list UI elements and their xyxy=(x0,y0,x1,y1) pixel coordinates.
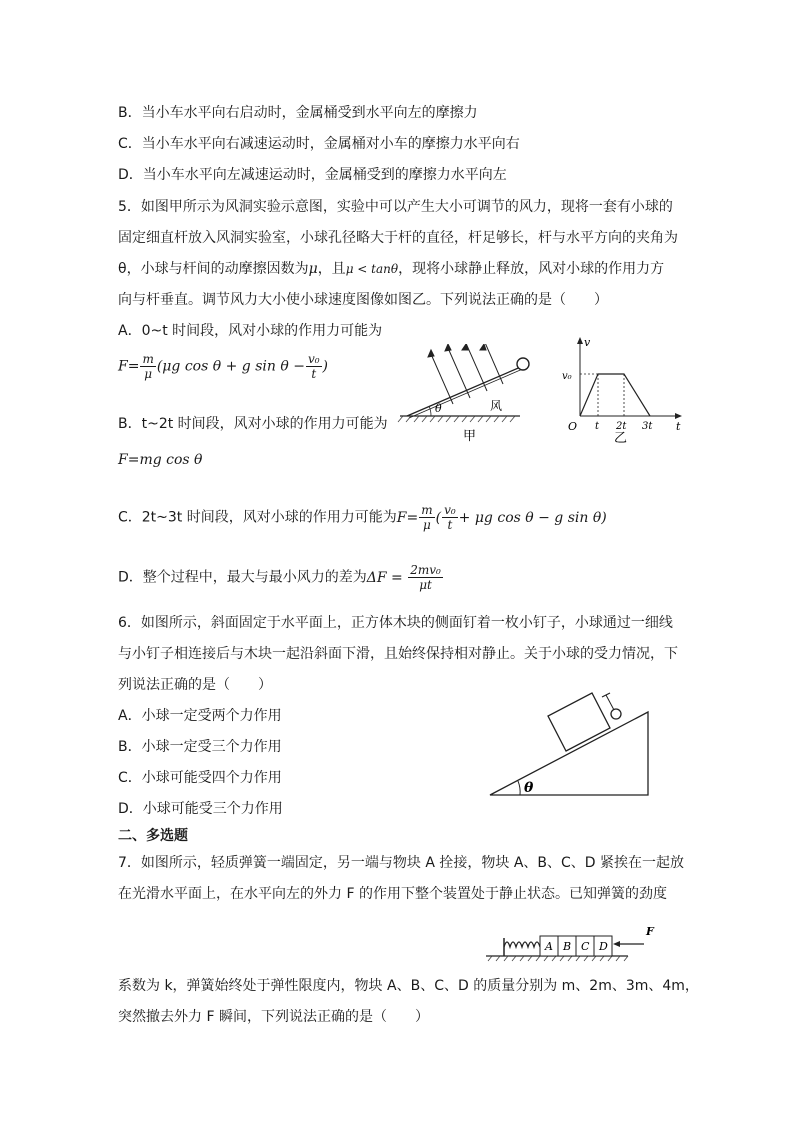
q5-condition: μ < tanθ xyxy=(345,262,399,276)
fraction-denominator: μ xyxy=(140,366,155,381)
figure-spring-blocks xyxy=(482,922,662,962)
q6-option-b: B．小球一定受三个力作用 xyxy=(118,739,282,755)
q4-option-b: B．当小车水平向右启动时，金属桶受到水平向左的摩擦力 xyxy=(118,105,478,121)
t-axis-label: t xyxy=(676,420,681,433)
formula-body: (μg cos θ + g sin θ − xyxy=(156,358,305,375)
incline-angle-arc xyxy=(518,781,520,795)
section-title-multiple-choice: 二、多选题 xyxy=(118,828,188,844)
fraction-numerator: m xyxy=(421,503,433,517)
fraction-denominator: μ xyxy=(419,517,434,532)
q5-option-c-label: C．2t~3t 时间段，风对小球的作用力可能为 xyxy=(118,509,397,526)
q5-stem-line3-b: ，且 xyxy=(317,261,346,277)
formula-body: + μg cos θ − g sin θ) xyxy=(458,509,607,526)
q6-option-d: D．小球可能受三个力作用 xyxy=(118,801,283,817)
string xyxy=(606,695,614,710)
q5-option-c-formula: F= $\frac{m}{\mu}$ ( $\frac{\text{v₀}}{t}$ + μg cos θ − g sin θ) xyxy=(396,503,607,532)
q5-option-c xyxy=(118,503,607,532)
force-label: F xyxy=(646,925,654,938)
block-d-label: D xyxy=(599,940,608,953)
q4-option-c: C．当小车水平向右减速运动时，金属桶对小车的摩擦力水平向右 xyxy=(118,136,520,152)
figure-caption-jia: 甲 xyxy=(463,429,477,444)
q7-stem-line4: 突然撤去外力 F 瞬间，下列说法正确的是（ ） xyxy=(118,1009,429,1025)
fraction-numerator: m xyxy=(142,352,154,366)
q5-stem-line3-c: ，现将小球静止释放，风对小球的作用力方 xyxy=(398,261,665,277)
fraction-numerator: v₀ xyxy=(444,503,456,517)
q5-option-b-formula: F=mg cos θ xyxy=(118,452,203,468)
q5-option-d-formula xyxy=(366,563,444,592)
q5-stem-line2: 固定细直杆放入风洞实验室，小球孔径略大于杆的直径，杆足够长，杆与水平方向的夹角为 xyxy=(118,230,678,246)
q7-stem-line1: 7．如图所示，轻质弹簧一端固定，另一端与物块 A 拴接，物块 A、B、C、D 紧挨在一起放 xyxy=(118,855,685,871)
fraction-numerator: v₀ xyxy=(307,352,320,366)
rod xyxy=(407,366,523,416)
formula-prefix: ΔF = xyxy=(366,569,403,586)
origin-label: O xyxy=(568,420,578,433)
wind-arrows xyxy=(428,344,503,404)
q5-option-b-label: B．t~2t 时间段，风对小球的作用力可能为 xyxy=(118,416,388,432)
formula-prefix: F= xyxy=(118,358,140,375)
q5-stem-line3 xyxy=(118,259,664,279)
wind-label: 风 xyxy=(490,399,503,413)
theta-label: θ xyxy=(435,402,442,415)
incline-theta-label: θ xyxy=(524,780,534,796)
q5-option-d xyxy=(118,563,444,592)
fraction-m-over-mu xyxy=(419,503,434,532)
angle-arc xyxy=(429,406,431,416)
figure-incline-block xyxy=(486,676,664,800)
q5-stem-line3-a: θ，小球与杆间的动摩擦因数为 xyxy=(118,261,309,277)
fraction-m-over-mu xyxy=(140,352,155,381)
floor-hatch xyxy=(488,956,628,961)
fraction-v0-over-t xyxy=(442,503,458,532)
figure-wind-tunnel xyxy=(395,344,570,444)
q6-option-c: C．小球可能受四个力作用 xyxy=(118,770,282,786)
v-axis-label: v xyxy=(584,336,591,349)
q6-stem-line2: 与小钉子相连接后与木块一起沿斜面下滑，且始终保持相对静止。关于小球的受力情况，下 xyxy=(118,646,678,662)
q7-stem-line2: 在光滑水平面上，在水平向左的外力 F 的作用下整个装置处于静止状态。已知弹簧的劲度 xyxy=(118,886,667,902)
fraction-2mv0-over-mut xyxy=(408,563,443,592)
q6-stem-line1: 6．如图所示，斜面固定于水平面上，正方体木块的侧面钉着一枚小钉子，小球通过一细线 xyxy=(118,615,673,631)
v0-tick-label: v₀ xyxy=(562,371,572,382)
fraction-denominator: μt xyxy=(408,577,443,592)
spring xyxy=(504,942,540,947)
tick-3t: 3t xyxy=(642,421,653,432)
ball xyxy=(517,358,529,370)
wooden-block xyxy=(548,693,610,751)
block-b-label: B xyxy=(563,940,572,953)
figure-caption-yi: 乙 xyxy=(614,431,628,444)
formula-close: ) xyxy=(322,358,328,375)
q5-option-a-label: A．0~t 时间段，风对小球的作用力可能为 xyxy=(118,323,383,339)
block-c-label: C xyxy=(581,940,590,953)
tick-2t: 2t xyxy=(616,421,627,432)
q7-stem-line3: 系数为 k，弹簧始终处于弹性限度内，物块 A、B、C、D 的质量分别为 m、2m、3m、4m， xyxy=(118,978,699,994)
q5-stem-line1: 5．如图甲所示为风洞实验示意图，实验中可以产生大小可调节的风力，现将一套有小球的 xyxy=(118,199,673,215)
q5-stem-line4: 向与杆垂直。调节风力大小使小球速度图像如图乙。下列说法正确的是（ ） xyxy=(118,292,608,308)
q5-mu: μ xyxy=(308,261,318,277)
velocity-line xyxy=(580,374,650,416)
q5-option-d-label: D．整个过程中，最大与最小风力的差为 xyxy=(118,569,367,586)
fraction-denominator: t xyxy=(306,366,322,381)
fraction-denominator: t xyxy=(442,517,458,532)
q6-stem-line3: 列说法正确的是（ ） xyxy=(118,677,272,693)
figure-velocity-graph xyxy=(558,334,688,444)
block-a-label: A xyxy=(545,940,553,953)
small-ball xyxy=(611,709,621,719)
tick-t: t xyxy=(595,421,600,432)
fraction-numerator: 2mv₀ xyxy=(410,563,441,577)
q4-option-d: D．当小车水平向左减速运动时，金属桶受到的摩擦力水平向左 xyxy=(118,167,507,183)
formula-prefix: F= xyxy=(396,509,419,526)
fraction-v0-over-t xyxy=(306,352,322,381)
ground-hatch xyxy=(398,416,515,422)
q5-option-a-formula xyxy=(118,352,328,381)
q6-option-a: A．小球一定受两个力作用 xyxy=(118,708,282,724)
